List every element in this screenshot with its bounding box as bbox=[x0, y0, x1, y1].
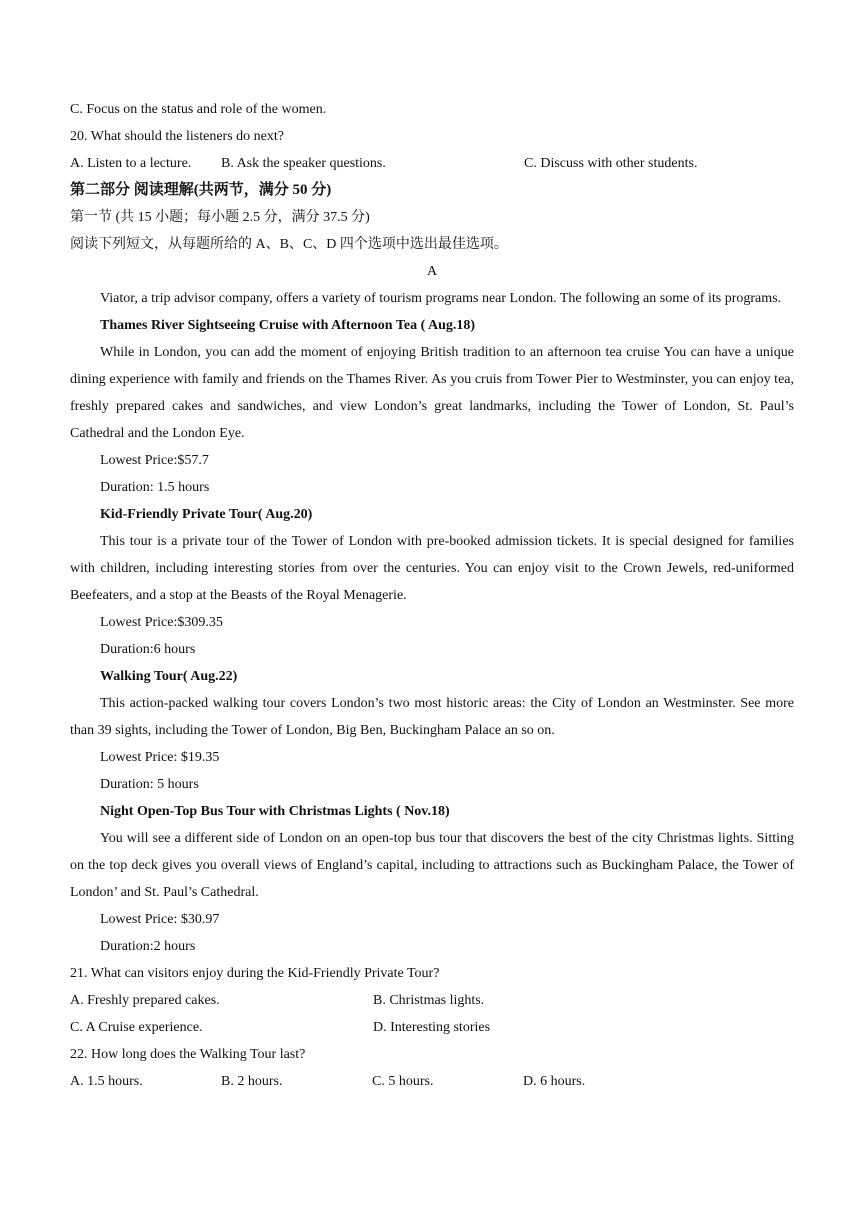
q21-option-a: A. Freshly prepared cakes. bbox=[70, 993, 220, 1008]
q22-options bbox=[70, 1068, 794, 1095]
q22-option-a: A. 1.5 hours. bbox=[70, 1074, 143, 1089]
q21-options-row-2 bbox=[70, 1014, 794, 1041]
document-page bbox=[70, 96, 794, 1095]
tour-price: Lowest Price: $30.97 bbox=[100, 912, 220, 927]
q20-option-c: C. Discuss with other students. bbox=[524, 156, 698, 171]
tour-description: You will see a different side of London on an open-top bus tour that discovers the best of the city Christmas lights. Sitting on the top deck gives you overall views of England’s capital, including to attractions such as Buckingham Palace, the Tower of London’ and St. Paul’s Cathedral. bbox=[70, 831, 794, 900]
tour-title: Walking Tour( Aug.22) bbox=[100, 669, 238, 684]
tour-price: Lowest Price:$309.35 bbox=[100, 615, 223, 630]
q21-options-row-1 bbox=[70, 987, 794, 1014]
q19-option-c: C. Focus on the status and role of the women. bbox=[70, 102, 327, 117]
tour-duration: Duration: 1.5 hours bbox=[100, 480, 210, 495]
q22-option-d: D. 6 hours. bbox=[523, 1074, 586, 1089]
q21-option-b: B. Christmas lights. bbox=[373, 993, 485, 1008]
tour-title: Night Open-Top Bus Tour with Christmas Lights ( Nov.18) bbox=[100, 804, 450, 819]
tour-description: While in London, you can add the moment of enjoying British tradition to an afternoon tea cruise You can have a unique dining experience with family and friends on the Thames River. As you cruis from Tower Pier to Westminster, you can enjoy tea, freshly prepared cakes and sandwiches, and view London’s great landmarks, including the Tower of London, St. Paul’s Cathedral and the London Eye. bbox=[70, 345, 794, 441]
q20-option-b: B. Ask the speaker questions. bbox=[221, 156, 386, 171]
q20-options bbox=[70, 150, 794, 177]
q20-question: 20. What should the listeners do next? bbox=[70, 129, 284, 144]
tour-description: This tour is a private tour of the Tower of London with pre-booked admission tickets. It is special designed for families with children, including interesting stories from over the centuries. You can enjoy visit to the Crown Jewels, red-uniformed Beefeaters, and a stop at the Beasts of the Royal Menagerie. bbox=[70, 534, 794, 603]
passage-intro: Viator, a trip advisor company, offers a variety of tourism programs near London. The following an some of its programs. bbox=[100, 291, 782, 306]
passage-label: A bbox=[426, 264, 438, 279]
tour-description: This action-packed walking tour covers London’s two most historic areas: the City of London an Westminster. See more than 39 sights, including the Tower of London, Big Ben, Buckingham Palace an so on. bbox=[70, 696, 794, 738]
q21-option-c: C. A Cruise experience. bbox=[70, 1020, 203, 1035]
instruction: 阅读下列短文，从每题所给的 A、B、C、D 四个选项中选出最佳选项。 bbox=[70, 237, 508, 252]
tour-price: Lowest Price: $19.35 bbox=[100, 750, 220, 765]
q21-question: 21. What can visitors enjoy during the Kid-Friendly Private Tour? bbox=[70, 966, 440, 981]
q20-option-a: A. Listen to a lecture. bbox=[70, 156, 192, 171]
q22-question: 22. How long does the Walking Tour last? bbox=[70, 1047, 306, 1062]
tour-duration: Duration: 5 hours bbox=[100, 777, 199, 792]
part-heading: 第二部分 阅读理解(共两节，满分 50 分) bbox=[70, 182, 332, 198]
tour-title: Thames River Sightseeing Cruise with Afternoon Tea ( Aug.18) bbox=[100, 318, 476, 333]
section-heading: 第一节 (共 15 小题；每小题 2.5 分，满分 37.5 分) bbox=[70, 210, 370, 225]
tour-title: Kid-Friendly Private Tour( Aug.20) bbox=[100, 507, 313, 522]
q21-option-d: D. Interesting stories bbox=[373, 1020, 491, 1035]
q22-option-c: C. 5 hours. bbox=[372, 1074, 434, 1089]
tour-duration: Duration:2 hours bbox=[100, 939, 196, 954]
tour-duration: Duration:6 hours bbox=[100, 642, 196, 657]
q22-option-b: B. 2 hours. bbox=[221, 1074, 283, 1089]
tour-price: Lowest Price:$57.7 bbox=[100, 453, 209, 468]
